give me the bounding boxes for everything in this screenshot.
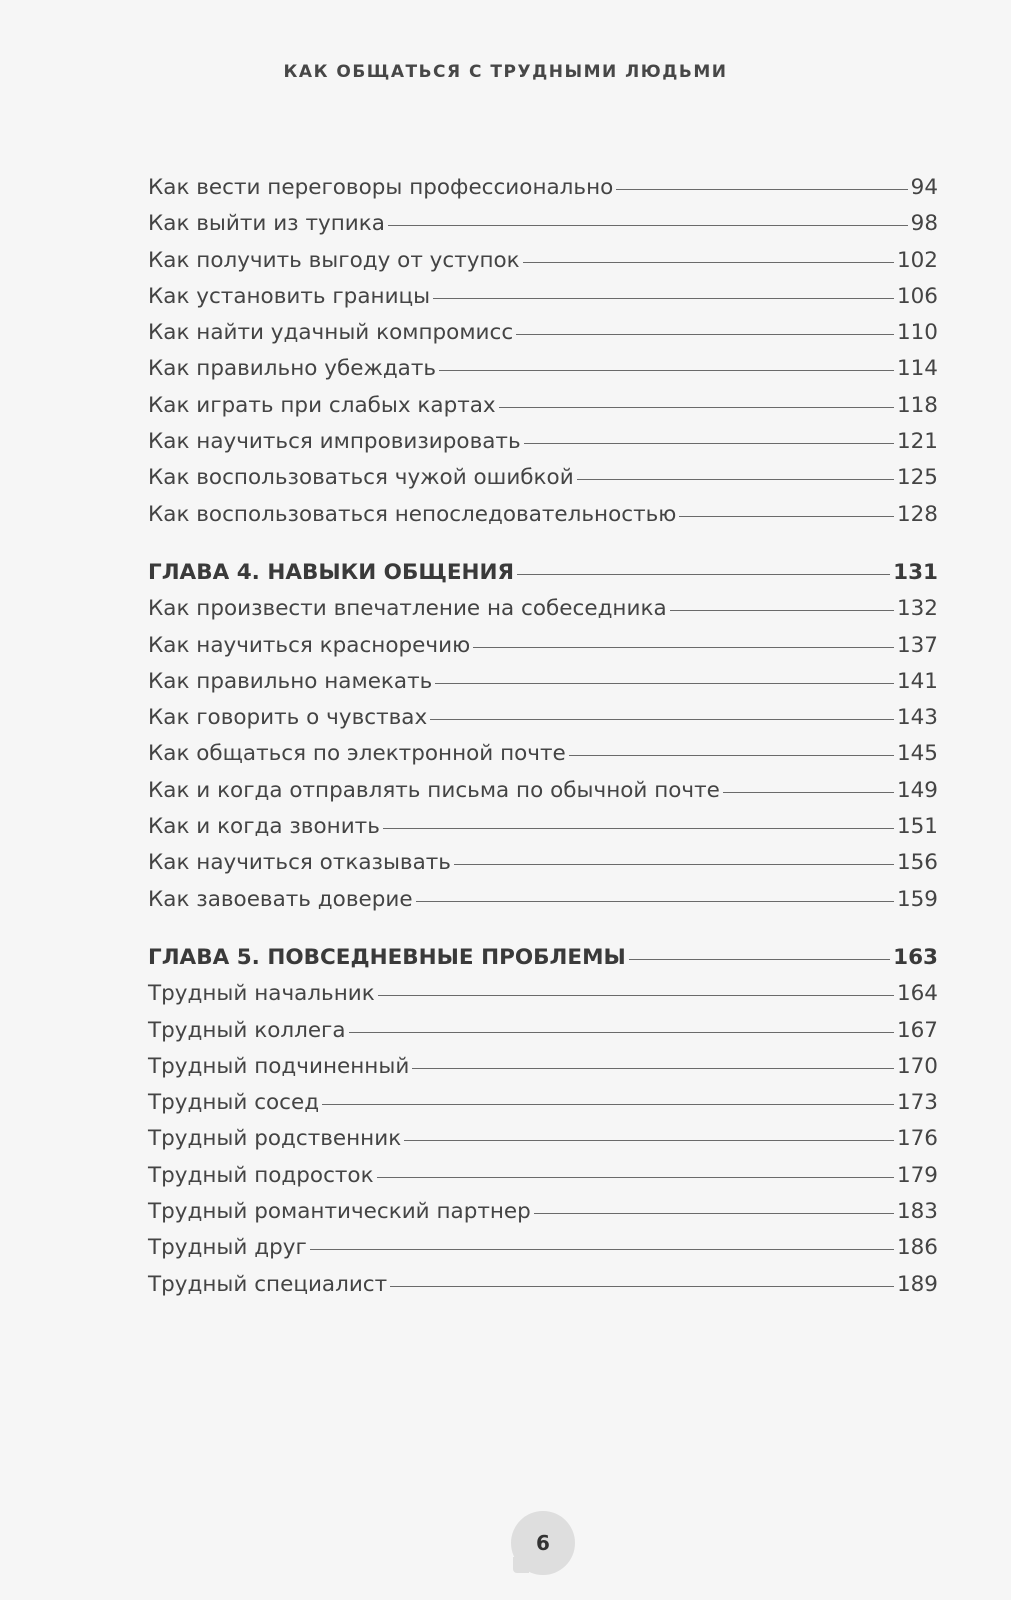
toc-entry	[148, 700, 938, 736]
toc-entry-page: 143	[896, 705, 938, 731]
toc-entry-title: Трудный коллега	[148, 1017, 346, 1043]
toc-leader-line	[435, 683, 894, 684]
toc-leader-line	[433, 298, 894, 299]
toc-entry	[148, 773, 938, 809]
toc-entry-page: 132	[896, 596, 938, 622]
toc-entry-page: 128	[896, 501, 938, 527]
toc-entry-page: 94	[910, 175, 938, 200]
toc-entry-title: Как найти удачный компромисс	[148, 320, 514, 346]
toc-entry	[148, 315, 938, 351]
toc-entry	[148, 1013, 938, 1049]
toc-leader-line	[390, 1286, 894, 1287]
toc-entry-title: Как завоевать доверие	[148, 886, 413, 912]
toc-entry-title: Как получить выгоду от уступок	[148, 247, 520, 273]
toc-entry-title: Как установить границы	[148, 283, 431, 309]
running-head: КАК ОБЩАТЬСЯ С ТРУДНЫМИ ЛЮДЬМИ	[283, 62, 728, 82]
toc-entry-title: ГЛАВА 5. ПОВСЕДНЕВНЫЕ ПРОБЛЕМЫ	[148, 944, 626, 970]
toc-entry-page: 141	[896, 668, 938, 694]
toc-entry-page: 118	[896, 392, 938, 418]
toc-entry-page: 98	[910, 211, 938, 237]
toc-entry-page: 114	[896, 356, 938, 382]
toc-entry-title: Трудный сосед	[148, 1090, 320, 1116]
toc-entry-title: Как выйти из тупика	[148, 211, 385, 237]
toc-entry	[148, 736, 938, 772]
toc-leader-line	[383, 828, 894, 829]
toc-entry-title: Как вести переговоры профессионально	[148, 175, 614, 200]
toc-leader-line	[517, 574, 890, 575]
toc-entry-page: 137	[896, 632, 938, 658]
toc-entry	[148, 243, 938, 279]
toc-entry	[148, 845, 938, 881]
toc-entry-page: 189	[896, 1271, 938, 1297]
toc-leader-line	[310, 1249, 894, 1250]
toc-entry-title: ГЛАВА 4. НАВЫКИ ОБЩЕНИЯ	[148, 559, 515, 585]
toc-entry	[148, 351, 938, 387]
toc-entry-title: Как общаться по электронной почте	[148, 741, 566, 767]
toc-leader-line	[439, 370, 894, 371]
toc-entry-title: Трудный друг	[148, 1235, 307, 1261]
toc-entry	[148, 460, 938, 496]
toc-entry-title: Как и когда звонить	[148, 814, 380, 840]
toc-entry-title: Как воспользоваться непоследовательностью	[148, 501, 677, 527]
toc-leader-line	[670, 610, 894, 611]
toc-entry-page: 106	[896, 283, 938, 309]
toc-entry-title: Как произвести впечатление на собеседника	[148, 596, 667, 622]
toc-entry-title: Как правильно намекать	[148, 668, 433, 694]
toc-leader-line	[430, 719, 894, 720]
toc-entry	[148, 388, 938, 424]
toc-entry-title: Как говорить о чувствах	[148, 705, 428, 731]
toc-entry-page: 163	[893, 944, 938, 970]
toc-leader-line	[404, 1140, 894, 1141]
toc-entry	[148, 170, 938, 206]
toc-leader-line	[723, 792, 894, 793]
toc-entry	[148, 497, 938, 533]
toc-leader-line	[523, 262, 894, 263]
toc-leader-line	[454, 864, 894, 865]
toc-entry-title: Как научиться импровизировать	[148, 429, 521, 455]
toc-leader-line	[524, 443, 894, 444]
toc-entry-title: Трудный специалист	[148, 1271, 388, 1297]
toc-entry-page: 167	[896, 1017, 938, 1043]
toc-entry-page: 176	[896, 1126, 938, 1152]
page-number-badge	[511, 1511, 575, 1575]
toc-entry-page: 164	[896, 981, 938, 1007]
toc-entry-title: Трудный родственник	[148, 1126, 402, 1152]
toc-entry	[148, 1230, 938, 1266]
toc-leader-line	[516, 334, 894, 335]
toc-entry	[148, 976, 938, 1012]
toc-entry-page: 121	[896, 429, 938, 455]
toc-entry-title: Как научиться отказывать	[148, 850, 451, 876]
toc-entry-page: 186	[896, 1235, 938, 1261]
toc-chapter-heading	[148, 555, 938, 591]
toc-leader-line	[629, 959, 890, 960]
toc-entry-title: Как научиться красноречию	[148, 632, 471, 658]
toc-leader-line	[616, 189, 907, 190]
toc-entry-page: 125	[896, 465, 938, 491]
toc-leader-line	[577, 479, 894, 480]
toc-entry-page: 159	[896, 886, 938, 912]
toc-leader-line	[534, 1213, 894, 1214]
toc-leader-line	[378, 995, 894, 996]
toc-entry	[148, 591, 938, 627]
toc-entry-page: 156	[896, 850, 938, 876]
toc-entry	[148, 809, 938, 845]
toc-leader-line	[416, 901, 894, 902]
toc-entry	[148, 1158, 938, 1194]
toc-entry-page: 149	[896, 777, 938, 803]
toc-leader-line	[388, 225, 908, 226]
toc-leader-line	[473, 647, 894, 648]
toc-entry-page: 173	[896, 1090, 938, 1116]
toc-entry	[148, 882, 938, 918]
toc-entry-page: 131	[893, 559, 938, 585]
toc-entry-title: Как и когда отправлять письма по обычной почте	[148, 777, 720, 803]
toc-entry	[148, 424, 938, 460]
toc-entry-title: Трудный начальник	[148, 981, 375, 1007]
toc-entry	[148, 1121, 938, 1157]
toc-entry-page: 102	[896, 247, 938, 273]
toc-entry-page: 110	[896, 320, 938, 346]
table-of-contents	[148, 170, 938, 1303]
toc-entry-title: Трудный подросток	[148, 1162, 374, 1188]
toc-leader-line	[499, 407, 894, 408]
toc-leader-line	[412, 1068, 894, 1069]
toc-leader-line	[679, 516, 894, 517]
toc-entry	[148, 664, 938, 700]
toc-leader-line	[569, 755, 894, 756]
toc-chapter-heading	[148, 940, 938, 976]
toc-entry	[148, 1194, 938, 1230]
toc-entry-page: 183	[896, 1199, 938, 1225]
toc-entry	[148, 1267, 938, 1303]
toc-leader-line	[349, 1032, 894, 1033]
toc-leader-line	[377, 1177, 894, 1178]
toc-entry-page: 170	[896, 1053, 938, 1079]
toc-entry-title: Как правильно убеждать	[148, 356, 437, 382]
toc-leader-line	[322, 1104, 894, 1105]
toc-entry	[148, 279, 938, 315]
toc-entry-title: Трудный подчиненный	[148, 1053, 410, 1079]
toc-entry-page: 145	[896, 741, 938, 767]
toc-entry-title: Трудный романтический партнер	[148, 1199, 531, 1225]
toc-entry-page: 179	[896, 1162, 938, 1188]
toc-entry	[148, 1049, 938, 1085]
toc-entry-page: 151	[896, 814, 938, 840]
toc-entry	[148, 1085, 938, 1121]
toc-entry	[148, 628, 938, 664]
toc-entry-title: Как играть при слабых картах	[148, 392, 496, 418]
toc-entry	[148, 206, 938, 242]
page-number: 6	[536, 1531, 550, 1555]
toc-entry-title: Как воспользоваться чужой ошибкой	[148, 465, 574, 491]
